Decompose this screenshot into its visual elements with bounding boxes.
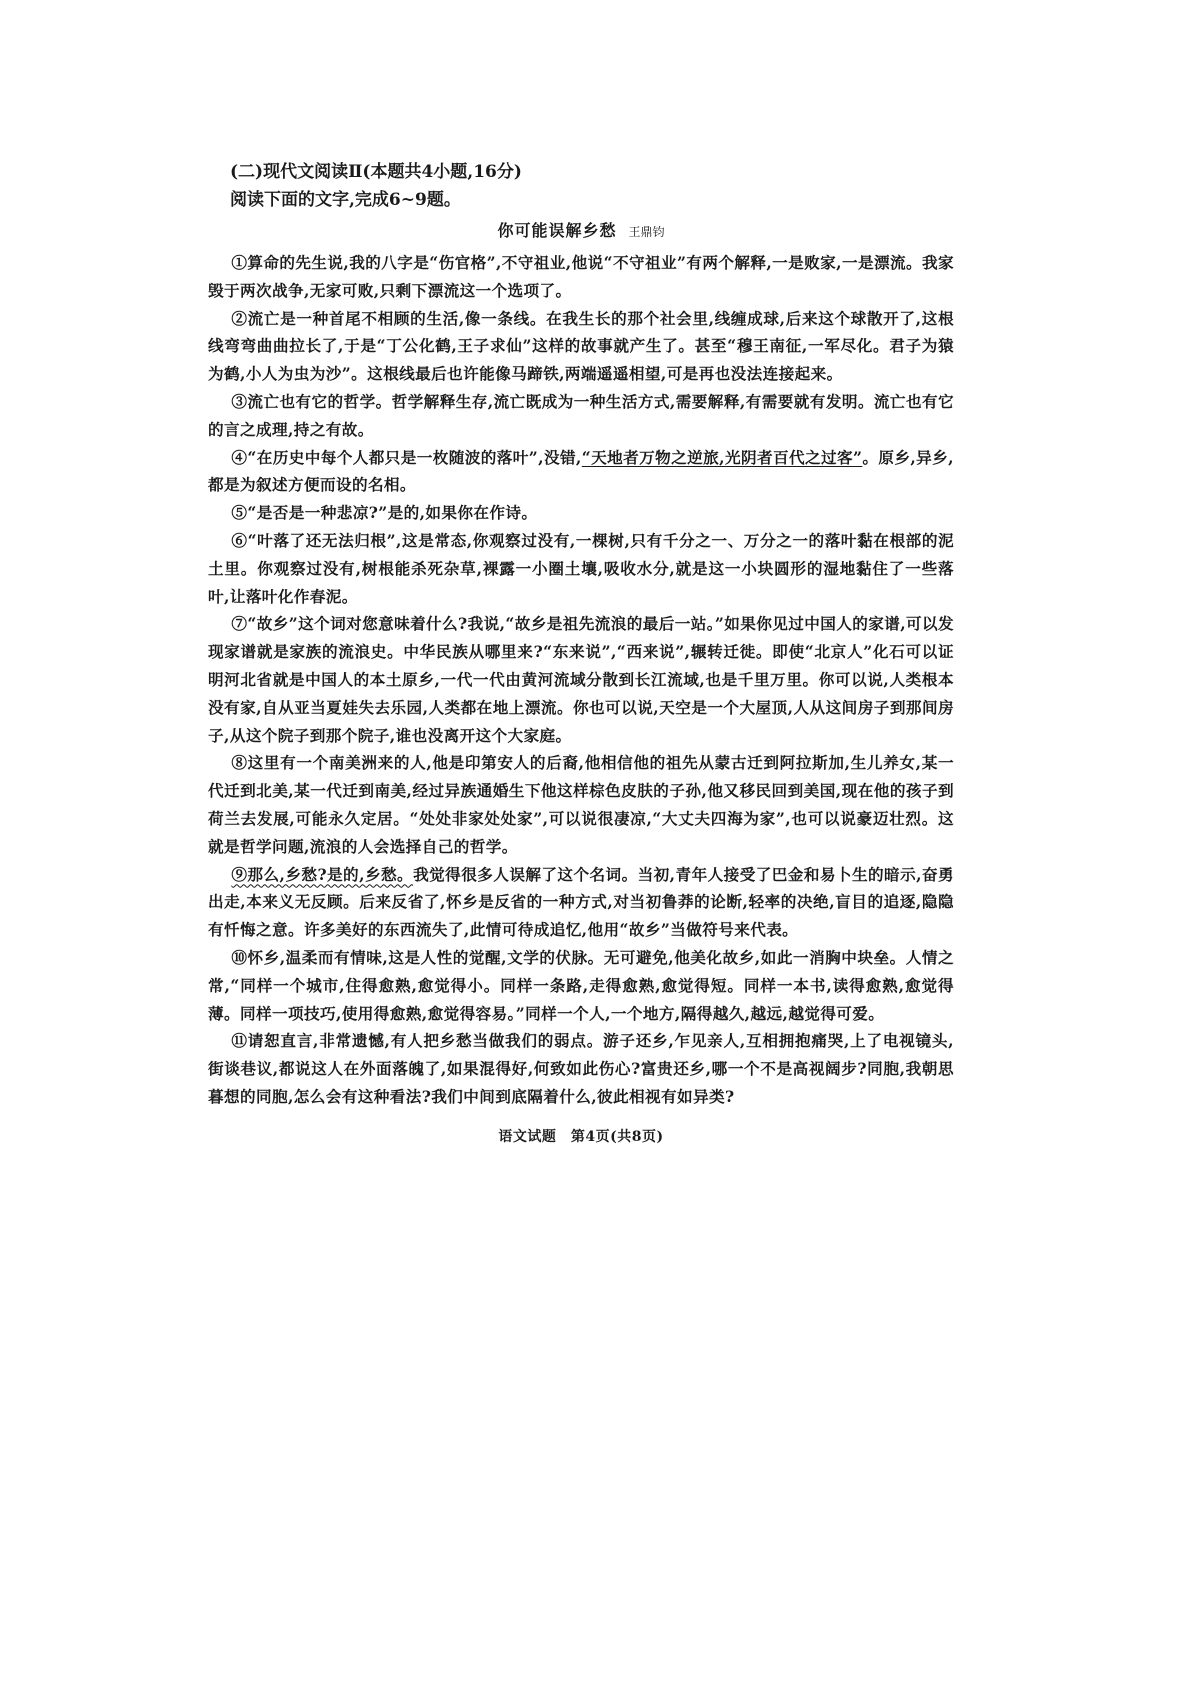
paragraph-2: ②流亡是一种首尾不相顾的生活,像一条线。在我生长的那个社会里,线缠成球,后来这个球散开了,这根线弯弯曲曲拉长了,于是“丁公化鹤,王子求仙”这样的故事就产生了。甚至“穆王南征,一军尽化。君子为猿为鹤,小人为虫为沙”。这根线最后也许能像马蹄铁,两端遥遥相望,可是再也没法连接起来。	[208, 308, 954, 384]
page-footer: 语文试题 第4页(共8页)	[498, 1128, 664, 1145]
paragraph-4-text-before: ④“在历史中每个人都只是一枚随波的落叶”,没错,	[231, 447, 582, 467]
article-title-row	[208, 216, 954, 247]
paragraph-5: ⑤“是否是一种悲凉?”是的,如果你在作诗。	[231, 503, 538, 523]
paragraph-4-underlined-quote: “天地者万物之逆旅,光阴者百代之过客”	[581, 447, 863, 467]
article-title: 你可能误解乡愁	[497, 221, 617, 240]
paragraph-8: ⑧这里有一个南美洲来的人,他是印第安人的后裔,他相信他的祖先从蒙古迁到阿拉斯加,生儿养女,某一代迁到北美,某一代迁到南美,经过异族通婚生下他这样棕色皮肤的子孙,他又移民回到美国,现在他的孩子到荷兰去发展,可能永久定居。“处处非家处处家”,可以说很凄凉,“大丈夫四海为家”,也可以说豪迈壮烈。这就是哲学问题,流浪的人会选择自己的哲学。	[208, 753, 954, 856]
paragraph-10: ⑩怀乡,温柔而有情味,这是人性的觉醒,文学的伏脉。无可避免,他美化故乡,如此一消胸中块垒。人情之常,“同样一个城市,住得愈熟,愈觉得小。同样一条路,走得愈熟,愈觉得短。同样一本书,读得愈熟,愈觉得薄。同样一项技巧,使用得愈熟,愈觉得容易。”同样一个人,一个地方,隔得越久,越远,越觉得可爱。	[208, 947, 954, 1023]
paragraph-4	[208, 444, 954, 500]
article-author: 王鼎钧	[628, 225, 665, 239]
paragraph-9-wavy-underlined: ⑨那么,乡愁?是的,乡愁。	[231, 864, 414, 884]
section-header: (二)现代文阅读Ⅱ(本题共4小题,16分)	[230, 162, 522, 182]
paragraph-3: ③流亡也有它的哲学。哲学解释生存,流亡既成为一种生活方式,需要解释,有需要就有发明。流亡也有它的言之成理,持之有故。	[208, 391, 954, 439]
reading-instruction: 阅读下面的文字,完成6~9题。	[230, 190, 461, 210]
paragraph-11: ⑪请恕直言,非常遗憾,有人把乡愁当做我们的弱点。游子还乡,乍见亲人,互相拥抱痛哭,上了电视镜头,街谈巷议,都说这人在外面落魄了,如果混得好,何致如此伤心?富贵还乡,哪一个不是高视阔步?同胞,我朝思暮想的同胞,怎么会有这种看法?我们中间到底隔着什么,彼此相视有如异类?	[208, 1031, 954, 1106]
paragraph-6: ⑥“叶落了还无法归根”,这是常态,你观察过没有,一棵树,只有千分之一、万分之一的落叶黏在根部的泥土里。你观察过没有,树根能杀死杂草,裸露一小圈土壤,吸收水分,就是这一小块圆形的湿地黏住了一些落叶,让落叶化作春泥。	[208, 530, 954, 606]
paragraph-1: ①算命的先生说,我的八字是“伤官格”,不守祖业,他说“不守祖业”有两个解释,一是败家,一是漂流。我家毁于两次战争,无家可败,只剩下漂流这一个选项了。	[208, 253, 954, 300]
exam-page	[208, 158, 954, 1149]
paragraph-9-text-after: 我觉得很多人误解了这个名词。当初,青年人接受了巴金和易卜生的暗示,奋勇出走,本来义无反顾。后来反省了,怀乡是反省的一种方式,对当初鲁莽的论断,轻率的决绝,盲目的追逐,隐隐有忏悔之意。许多美好的东西流失了,此情可待成追忆,他用“故乡”当做符号来代表。	[208, 864, 955, 940]
paragraph-7: ⑦“故乡”这个词对您意味着什么?我说,“故乡是祖先流浪的最后一站。”如果你见过中国人的家谱,可以发现家谱就是家族的流浪史。中华民族从哪里来?“东来说”,“西来说”,辗转迁徙。即使“北京人”化石可以证明河北省就是中国人的本土原乡,一代一代由黄河流域分散到长江流域,也是千里万里。你可以说,人类根本没有家,自从亚当夏娃失去乐园,人类都在地上漂流。你也可以说,天空是一个大屋顶,人从这间房子到那间房子,从这个院子到那个院子,谁也没离开这个大家庭。	[208, 614, 955, 745]
paragraph-4-text-after: 。原乡,异乡,都是为叙述方便而设的名相。	[208, 447, 954, 495]
paragraph-9	[208, 861, 954, 944]
